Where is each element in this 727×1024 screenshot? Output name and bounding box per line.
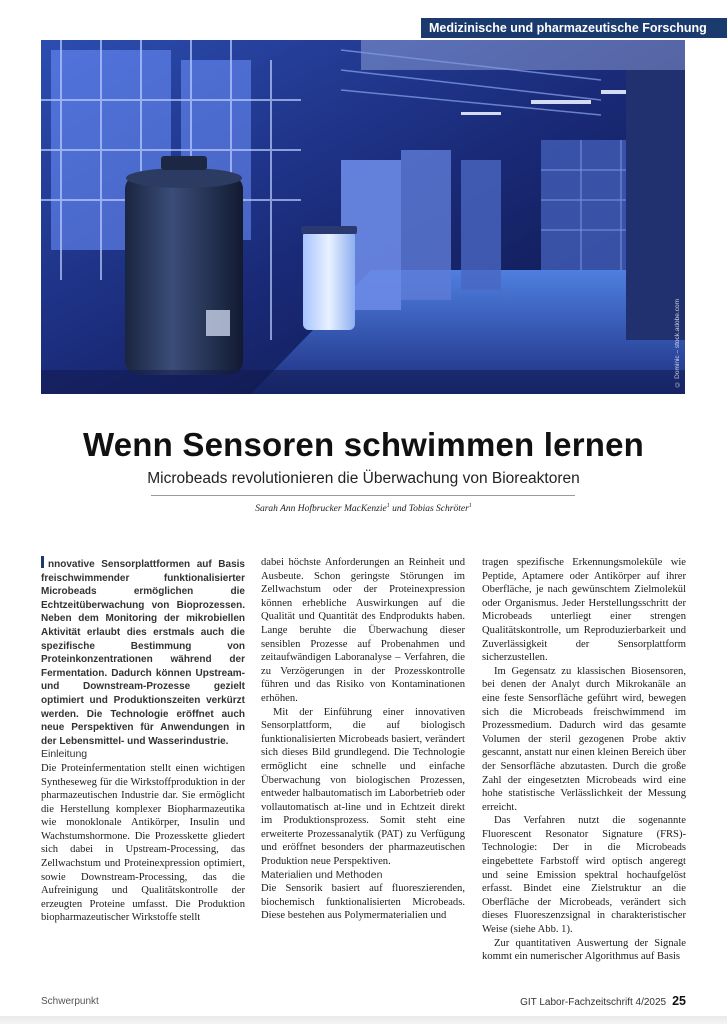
body-paragraph: Die Sensorik basiert auf fluoreszierenden, biochemisch funktionalisierten Microbeads. Diese bestehen aus Polymermaterialien und <box>261 883 465 922</box>
footer-journal <box>520 994 686 1008</box>
body-paragraph: Mit der Einführung einer innovativen Sensorplattform, die auf biologisch funktionalisierten Microbeads basiert, verändert sich dieses Bild grundlegend. Die Technologie ermöglicht eine schnelle und einfache Überwachung von biologischen Prozessen, entweder halbautomatisch im Laborbetrieb oder vollautomatisch at-line und in Echtzeit direkt im Produktionsprozess. Somit steht eine erweiterte Prozessanalytik (PAT) zu Verfügung und eröffnet besonders der pharmazeutischen Produktion neue Perspektiven. <box>261 706 465 868</box>
hero-image <box>41 40 685 394</box>
author-1-affiliation: 1 <box>386 503 390 509</box>
heading-einleitung: Einleitung <box>41 748 88 761</box>
article-subtitle: Microbeads revolutionieren die Überwachung von Bioreaktoren <box>147 470 580 487</box>
column-3 <box>482 556 686 964</box>
author-1: Sarah Ann Hofbrucker MacKenzie <box>255 504 387 515</box>
page-number: 25 <box>672 994 686 1008</box>
journal-name: GIT Labor-Fachzeitschrift 4/2025 <box>520 997 667 1008</box>
column-2 <box>261 556 465 923</box>
article-title: Wenn Sensoren schwimmen lernen <box>82 426 645 463</box>
author-2-affiliation: 1 <box>468 503 472 509</box>
footer-section: Schwerpunkt <box>41 996 99 1007</box>
title-divider <box>151 495 575 496</box>
photo-credit: © Dominic – stock.adobe.com <box>674 299 681 388</box>
laboratory-illustration <box>41 40 685 394</box>
heading-materialien-methoden: Materialien und Methoden <box>261 868 383 881</box>
lead-text: nnovative Sensorplattformen auf Basis freischwimmender funktionalisierter Microbeads ermöglichen die Echtzeitüberwachung von Bioprozessen. Neben dem Monitoring der mikrobiellen Aktivität erlaubt dies erstmals auch die spezifische Bestimmung von Proteinkonzentrationen während der Fermentation. Dadurch können Upstream- und Downstream-Prozesse gezielt optimiert und Produktionszeiten verkürzt werden. Die Technologie eröffnet auch neue Perspektiven für Anwendungen in der Lebensmittel- und Wasserindustrie. <box>41 559 245 747</box>
section-tag: Medizinische und pharmazeutische Forschung <box>421 18 727 38</box>
lead-paragraph <box>41 556 245 748</box>
body-paragraph: dabei höchste Anforderungen an Reinheit und Ausbeute. Schon geringste Störungen im Zellwachstum oder der Proteinexpression können erhebliche Auswirkungen auf die Qualität und Quantität des Endprodukts haben. Lange beruhte die Überwachung dieser sensiblen Prozesse auf Probenahmen und zeitaufwändigen Laboranalyse – Verfahren, die zu Verzögerungen in der Prozesskontrolle führen und das Risiko von Kontaminationen erhöhen. <box>261 557 465 704</box>
page-bottom-edge <box>0 1016 727 1024</box>
author-separator: und <box>389 504 409 515</box>
body-paragraph: tragen spezifische Erkennungsmoleküle wie Peptide, Aptamere oder Antikörper auf ihrer Oberfläche, je nach gewünschtem Zielmolekül oder Organismus. Jeder Herstellungsschritt der Microbeads unterliegt einer strengen Qualitätskontrolle, um Reproduzierbarkeit und Zuverlässigkeit der Sensorplattform sicherzustellen. <box>482 557 686 664</box>
body-paragraph: Das Verfahren nutzt die sogenannte Fluorescent Resonator Signature (FRS)-Technologie: Der in die Microbeads eingebettete Farbstoff wird optisch angeregt und seine Emission spektral hochaufgelöst erfasst. Bindet eine Zielstruktur an die Oberfläche der Microbeads, verändert sich dieses Fluoreszenzsignal in charakteristischer Weise (siehe Abb. 1). <box>482 815 686 936</box>
dropcap-bar <box>41 556 44 568</box>
body-paragraph: Im Gegensatz zu klassischen Biosensoren, bei denen der Analyt durch Mikrokanäle an eine feste Sensorfläche geführt wird, bewegen sich die Microbeads freischwimmend im Prozessmedium. Dadurch wird das gesamte Volumen der steril gezogenen Probe aktiv gescannt, anstatt nur einen kleinen Bereich über der Sensorfläche abzutasten. Durch die große Zahl der eingesetzten Microbeads wird eine hohe statistische Verlässlichkeit der Messung erreicht. <box>482 665 686 813</box>
body-paragraph: Zur quantitativen Auswertung der Signale kommt ein numerischer Algorithmus auf Basis <box>482 937 686 963</box>
author-line <box>0 503 727 514</box>
column-1 <box>41 556 245 925</box>
author-2: Tobias Schröter <box>408 504 469 515</box>
body-paragraph: Die Proteinfermentation stellt einen wichtigen Syntheseweg für die Wirkstoffproduktion in der pharmazeutischen Industrie dar. Sie ermöglicht die Herstellung komplexer Biopharmazeutika wie monoklonale Antikörper, Insulin und Wachstumshormone. Die Prozesskette gliedert sich dabei in Upstream-Processing, das Zellwachstum und Proteinexpression optimiert, sowie Downstream-Processing, das die Aufreinigung und Qualitätskontrolle der erzeugten Proteine umfasst. Die Produktion biopharmazeutischer Wirkstoffe stellt <box>41 762 245 924</box>
